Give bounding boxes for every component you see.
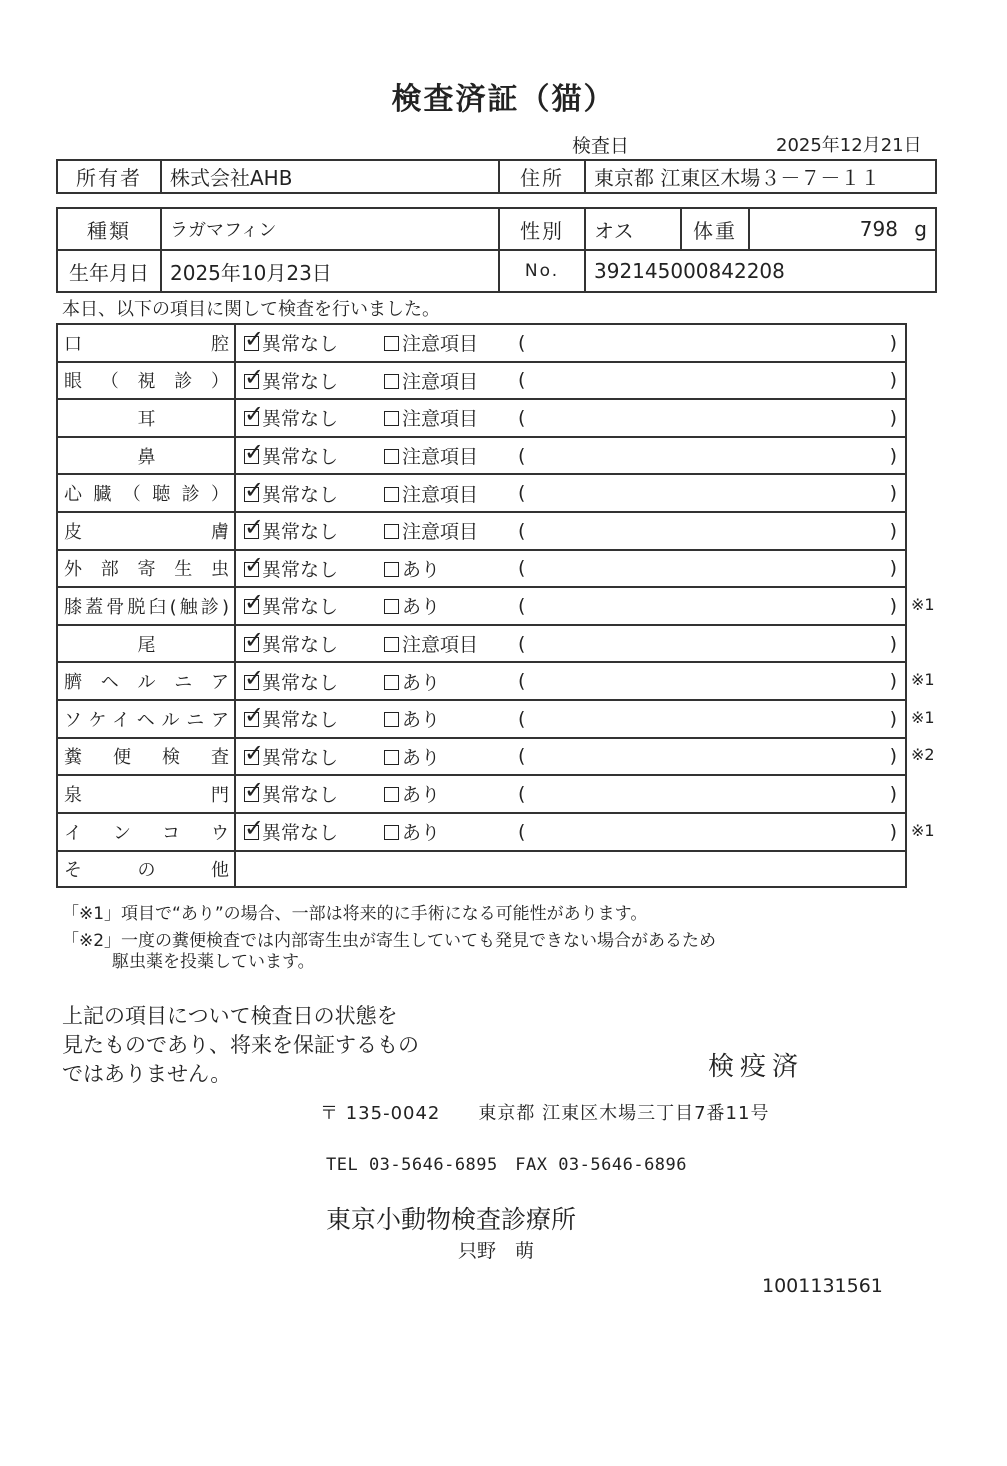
normal-option[interactable] bbox=[236, 588, 384, 619]
clinic-tel-fax: TEL 03-5646-6895 FAX 03-5646-6896 bbox=[326, 1155, 688, 1175]
alt-label: あり bbox=[402, 746, 441, 769]
comment-field[interactable] bbox=[504, 445, 905, 467]
exam-item-cell bbox=[57, 738, 235, 776]
exam-item-cell bbox=[57, 512, 235, 550]
exam-row bbox=[57, 399, 906, 437]
exam-item-name: ソケイヘルニア bbox=[64, 709, 230, 731]
exam-row bbox=[57, 625, 906, 663]
checkbox-icon[interactable] bbox=[384, 825, 399, 840]
paren-open: ( bbox=[518, 632, 526, 655]
checkbox-icon[interactable] bbox=[384, 449, 399, 464]
serial-number: 1001131561 bbox=[762, 1275, 883, 1297]
alt-label: 注意項目 bbox=[402, 370, 479, 393]
birth-label: 生年月日 bbox=[57, 250, 161, 292]
exam-item-name: 鼻 bbox=[137, 446, 157, 468]
paren-open: ( bbox=[518, 670, 526, 693]
alt-option[interactable] bbox=[384, 480, 504, 507]
exam-item-cell bbox=[57, 587, 235, 625]
paren-open: ( bbox=[518, 594, 526, 617]
exam-note-mark: ※2 bbox=[911, 745, 935, 765]
exam-item-cell bbox=[57, 550, 235, 588]
exam-item-name: 眼（視診） bbox=[64, 371, 230, 393]
normal-label: 異常なし bbox=[262, 333, 339, 356]
comment-field[interactable] bbox=[504, 407, 905, 429]
normal-option[interactable] bbox=[236, 362, 384, 394]
paren-close: ) bbox=[889, 707, 897, 730]
checkbox-icon[interactable] bbox=[244, 325, 265, 354]
exam-item-name: 膝蓋骨脱臼(触診) bbox=[64, 596, 230, 618]
exam-result-cell bbox=[235, 512, 906, 550]
clinic-name: 東京小動物検査診療所 bbox=[326, 1205, 577, 1234]
paren-close: ) bbox=[889, 331, 897, 354]
comment-field[interactable] bbox=[504, 633, 905, 655]
vet-name: 只野 萌 bbox=[458, 1240, 535, 1262]
alt-option[interactable] bbox=[384, 743, 504, 770]
checkbox-icon[interactable] bbox=[384, 411, 399, 426]
checkbox-icon[interactable] bbox=[384, 599, 399, 614]
checkbox-icon[interactable] bbox=[384, 374, 399, 389]
checkbox-icon[interactable] bbox=[384, 637, 399, 652]
exam-row bbox=[57, 550, 906, 588]
paren-open: ( bbox=[518, 482, 526, 505]
exam-item-cell bbox=[57, 362, 235, 400]
normal-option[interactable] bbox=[236, 513, 384, 544]
exam-item-cell bbox=[57, 813, 235, 851]
alt-option[interactable] bbox=[384, 592, 504, 619]
exam-result-cell bbox=[235, 362, 906, 400]
footnote-1: 「※1」項目で“あり”の場合、一部は将来的に手術になる可能性があります。 bbox=[62, 904, 648, 924]
comment-field[interactable] bbox=[504, 821, 905, 843]
checkbox-icon[interactable] bbox=[244, 588, 265, 617]
comment-field[interactable] bbox=[504, 670, 905, 692]
exam-row bbox=[57, 587, 906, 625]
exam-row bbox=[57, 662, 906, 700]
exam-item-cell bbox=[57, 700, 235, 738]
exam-item-name: 尾 bbox=[137, 634, 157, 656]
checkbox-icon[interactable] bbox=[384, 787, 399, 802]
paren-open: ( bbox=[518, 444, 526, 467]
normal-label: 異常なし bbox=[262, 634, 339, 657]
paren-close: ) bbox=[889, 557, 897, 580]
checkbox-icon[interactable] bbox=[244, 475, 265, 504]
owner-value: 株式会社AHB bbox=[161, 160, 499, 193]
alt-label: あり bbox=[402, 558, 441, 581]
normal-label: 異常なし bbox=[262, 746, 339, 769]
exam-item-name: 口 腔 bbox=[64, 333, 230, 355]
paren-open: ( bbox=[518, 707, 526, 730]
exam-item-cell bbox=[57, 662, 235, 700]
comment-field[interactable] bbox=[504, 520, 905, 542]
comment-field[interactable] bbox=[504, 369, 905, 391]
exam-row bbox=[57, 474, 906, 512]
paren-close: ) bbox=[889, 820, 897, 843]
exam-result-cell bbox=[235, 437, 906, 475]
exam-note-mark: ※1 bbox=[911, 820, 935, 840]
normal-option[interactable] bbox=[236, 738, 384, 770]
owner-label: 所有者 bbox=[57, 160, 161, 193]
checkbox-icon[interactable] bbox=[244, 400, 265, 429]
paren-open: ( bbox=[518, 369, 526, 392]
paren-close: ) bbox=[889, 406, 897, 429]
comment-field[interactable] bbox=[504, 482, 905, 504]
checkmark-icon: ✓ bbox=[244, 814, 265, 843]
checkbox-icon[interactable] bbox=[384, 675, 399, 690]
exam-item-name: 糞便検査 bbox=[64, 747, 230, 769]
checkbox-icon[interactable] bbox=[244, 626, 265, 655]
exam-result-cell bbox=[235, 474, 906, 512]
checkbox-icon[interactable] bbox=[244, 776, 265, 805]
exam-row bbox=[57, 738, 906, 776]
alt-label: あり bbox=[402, 596, 441, 619]
paren-close: ) bbox=[889, 594, 897, 617]
normal-option[interactable] bbox=[236, 814, 384, 845]
sex-value: オス bbox=[585, 208, 681, 250]
alt-option[interactable] bbox=[384, 818, 504, 845]
checkmark-icon: ✓ bbox=[244, 588, 265, 617]
checkmark-icon: ✓ bbox=[244, 325, 265, 354]
paren-open: ( bbox=[518, 557, 526, 580]
exam-date: 2025年12月21日 bbox=[776, 135, 922, 156]
exam-result-cell bbox=[235, 324, 906, 362]
exam-item-name: 臍ヘルニア bbox=[64, 672, 230, 694]
checkbox-icon[interactable] bbox=[244, 814, 265, 843]
alt-option[interactable] bbox=[384, 404, 504, 431]
animal-table bbox=[56, 207, 937, 293]
checkbox-icon[interactable] bbox=[244, 362, 265, 391]
alt-option[interactable] bbox=[384, 780, 504, 807]
normal-label: 異常なし bbox=[262, 784, 339, 807]
paren-close: ) bbox=[889, 745, 897, 768]
alt-option[interactable] bbox=[384, 329, 504, 356]
normal-label: 異常なし bbox=[262, 521, 339, 544]
normal-option[interactable] bbox=[236, 400, 384, 431]
checkbox-icon[interactable] bbox=[384, 562, 399, 577]
alt-label: あり bbox=[402, 709, 441, 732]
exam-item-cell bbox=[57, 474, 235, 512]
paren-open: ( bbox=[518, 331, 526, 354]
exam-item-name: 外部寄生虫 bbox=[64, 559, 230, 581]
paren-close: ) bbox=[889, 782, 897, 805]
paren-close: ) bbox=[889, 369, 897, 392]
normal-label: 異常なし bbox=[262, 446, 339, 469]
normal-option[interactable] bbox=[236, 626, 384, 657]
exam-row-other bbox=[57, 851, 906, 887]
no-label: No. bbox=[499, 250, 585, 292]
normal-label: 異常なし bbox=[262, 558, 339, 581]
checkmark-icon: ✓ bbox=[244, 626, 265, 655]
paren-close: ) bbox=[889, 444, 897, 467]
exam-result-cell bbox=[235, 399, 906, 437]
exam-item-cell bbox=[57, 324, 235, 362]
normal-label: 異常なし bbox=[262, 671, 339, 694]
exam-result-cell bbox=[235, 700, 906, 738]
exam-item-cell bbox=[57, 775, 235, 813]
exam-result-cell bbox=[235, 587, 906, 625]
footnote-2-line2: 駆虫薬を投薬しています。 bbox=[112, 952, 315, 972]
checkmark-icon: ✓ bbox=[244, 663, 265, 692]
weight-value: 798 bbox=[859, 217, 898, 241]
alt-option[interactable] bbox=[384, 555, 504, 582]
checkbox-icon[interactable] bbox=[384, 712, 399, 727]
alt-option[interactable] bbox=[384, 668, 504, 695]
checkbox-icon[interactable] bbox=[244, 513, 265, 542]
exam-item-name: 皮 膚 bbox=[64, 521, 230, 543]
clinic-address: 〒 135-0042 東京都 江東区木場三丁目7番11号 bbox=[320, 1103, 770, 1124]
checkbox-icon[interactable] bbox=[244, 438, 265, 467]
normal-label: 異常なし bbox=[262, 709, 339, 732]
comment-field[interactable] bbox=[504, 595, 905, 617]
alt-option[interactable] bbox=[384, 517, 504, 544]
checkmark-icon: ✓ bbox=[244, 513, 265, 542]
checkmark-icon: ✓ bbox=[244, 362, 265, 391]
exam-result-cell bbox=[235, 738, 906, 776]
paren-open: ( bbox=[518, 782, 526, 805]
weight-cell bbox=[749, 208, 936, 250]
exam-row bbox=[57, 700, 906, 738]
paren-open: ( bbox=[518, 406, 526, 429]
exam-result-cell bbox=[235, 775, 906, 813]
checkmark-icon: ✓ bbox=[244, 776, 265, 805]
paren-close: ) bbox=[889, 519, 897, 542]
disclaimer bbox=[62, 1002, 419, 1089]
exam-result-cell bbox=[235, 550, 906, 588]
other-field[interactable] bbox=[235, 851, 906, 887]
birth-value: 2025年10月23日 bbox=[161, 250, 499, 292]
owner-table bbox=[56, 159, 937, 194]
quarantine-stamp: 検疫済 bbox=[708, 1052, 805, 1082]
address-label: 住所 bbox=[499, 160, 585, 193]
exam-item-name: 耳 bbox=[137, 408, 157, 430]
paren-close: ) bbox=[889, 482, 897, 505]
exam-row bbox=[57, 813, 906, 851]
breed-value: ラガマフィン bbox=[161, 208, 499, 250]
checkbox-icon[interactable] bbox=[384, 524, 399, 539]
normal-option[interactable] bbox=[236, 663, 384, 695]
normal-option[interactable] bbox=[236, 475, 384, 507]
normal-label: 異常なし bbox=[262, 483, 339, 506]
exam-row bbox=[57, 362, 906, 400]
exam-note-mark: ※1 bbox=[911, 670, 935, 690]
normal-label: 異常なし bbox=[262, 822, 339, 845]
normal-option[interactable] bbox=[236, 325, 384, 356]
exam-result-cell bbox=[235, 625, 906, 663]
checkmark-icon: ✓ bbox=[244, 400, 265, 429]
comment-field[interactable] bbox=[504, 745, 905, 767]
alt-option[interactable] bbox=[384, 705, 504, 732]
normal-option[interactable] bbox=[236, 438, 384, 469]
address-value: 東京都 江東区木場３－７－１１ bbox=[585, 160, 936, 193]
alt-option[interactable] bbox=[384, 367, 504, 394]
checkbox-icon[interactable] bbox=[384, 336, 399, 351]
checkmark-icon: ✓ bbox=[244, 738, 265, 767]
normal-option[interactable] bbox=[236, 776, 384, 807]
alt-label: あり bbox=[402, 784, 441, 807]
disclaimer-line-1: 上記の項目について検査日の状態を bbox=[62, 1004, 398, 1028]
alt-label: 注意項目 bbox=[402, 333, 479, 356]
normal-option[interactable] bbox=[236, 701, 384, 732]
checkbox-icon[interactable] bbox=[244, 738, 265, 767]
paren-open: ( bbox=[518, 820, 526, 843]
alt-label: 注意項目 bbox=[402, 634, 479, 657]
checkmark-icon: ✓ bbox=[244, 438, 265, 467]
normal-label: 異常なし bbox=[262, 408, 339, 431]
exam-result-cell bbox=[235, 813, 906, 851]
disclaimer-line-3: ではありません。 bbox=[62, 1062, 232, 1086]
checkmark-icon: ✓ bbox=[244, 475, 265, 504]
no-value: 392145000842208 bbox=[585, 250, 936, 292]
normal-label: 異常なし bbox=[262, 596, 339, 619]
exam-item-cell bbox=[57, 399, 235, 437]
paren-open: ( bbox=[518, 519, 526, 542]
comment-field[interactable] bbox=[504, 557, 905, 579]
checkbox-icon[interactable] bbox=[244, 663, 265, 692]
exam-item-cell bbox=[57, 625, 235, 663]
exam-item-name: インコウ bbox=[64, 822, 230, 844]
other-label: そ の 他 bbox=[64, 859, 230, 881]
exam-row bbox=[57, 775, 906, 813]
comment-field[interactable] bbox=[504, 783, 905, 805]
alt-label: 注意項目 bbox=[402, 521, 479, 544]
normal-option[interactable] bbox=[236, 550, 384, 582]
comment-field[interactable] bbox=[504, 708, 905, 730]
footnote-2-line1: 「※2」一度の糞便検査では内部寄生虫が寄生していても発見できない場合があるため bbox=[62, 931, 717, 951]
comment-field[interactable] bbox=[504, 332, 905, 354]
exam-row bbox=[57, 512, 906, 550]
alt-option[interactable] bbox=[384, 442, 504, 469]
exam-row bbox=[57, 324, 906, 362]
alt-label: あり bbox=[402, 822, 441, 845]
paren-close: ) bbox=[889, 670, 897, 693]
exam-item-cell bbox=[57, 851, 235, 887]
checkbox-icon[interactable] bbox=[384, 487, 399, 502]
checkbox-icon[interactable] bbox=[244, 701, 265, 730]
checkmark-icon: ✓ bbox=[244, 550, 265, 579]
exam-item-name: 心臓（聴診） bbox=[64, 484, 230, 506]
alt-label: 注意項目 bbox=[402, 408, 479, 431]
intro-text: 本日、以下の項目に関して検査を行いました。 bbox=[62, 299, 440, 320]
alt-label: あり bbox=[402, 671, 441, 694]
exam-note-mark: ※1 bbox=[911, 707, 935, 727]
disclaimer-line-2: 見たものであり、将来を保証するもの bbox=[62, 1033, 419, 1057]
document-title: 検査済証（猫） bbox=[391, 82, 616, 117]
exam-row bbox=[57, 437, 906, 475]
exam-note-mark: ※1 bbox=[911, 594, 935, 614]
exam-date-label: 検査日 bbox=[572, 135, 630, 157]
alt-label: 注意項目 bbox=[402, 483, 479, 506]
checkbox-icon[interactable] bbox=[384, 750, 399, 765]
exam-item-name: 泉 門 bbox=[64, 784, 230, 806]
checkbox-icon[interactable] bbox=[244, 550, 265, 579]
normal-label: 異常なし bbox=[262, 370, 339, 393]
sex-label: 性別 bbox=[499, 208, 585, 250]
weight-label: 体重 bbox=[681, 208, 749, 250]
weight-unit: g bbox=[914, 217, 927, 241]
paren-close: ) bbox=[889, 632, 897, 655]
alt-option[interactable] bbox=[384, 630, 504, 657]
alt-label: 注意項目 bbox=[402, 446, 479, 469]
checkmark-icon: ✓ bbox=[244, 701, 265, 730]
exam-result-cell bbox=[235, 662, 906, 700]
exam-table bbox=[56, 323, 907, 888]
exam-item-cell bbox=[57, 437, 235, 475]
breed-label: 種類 bbox=[57, 208, 161, 250]
paren-open: ( bbox=[518, 745, 526, 768]
